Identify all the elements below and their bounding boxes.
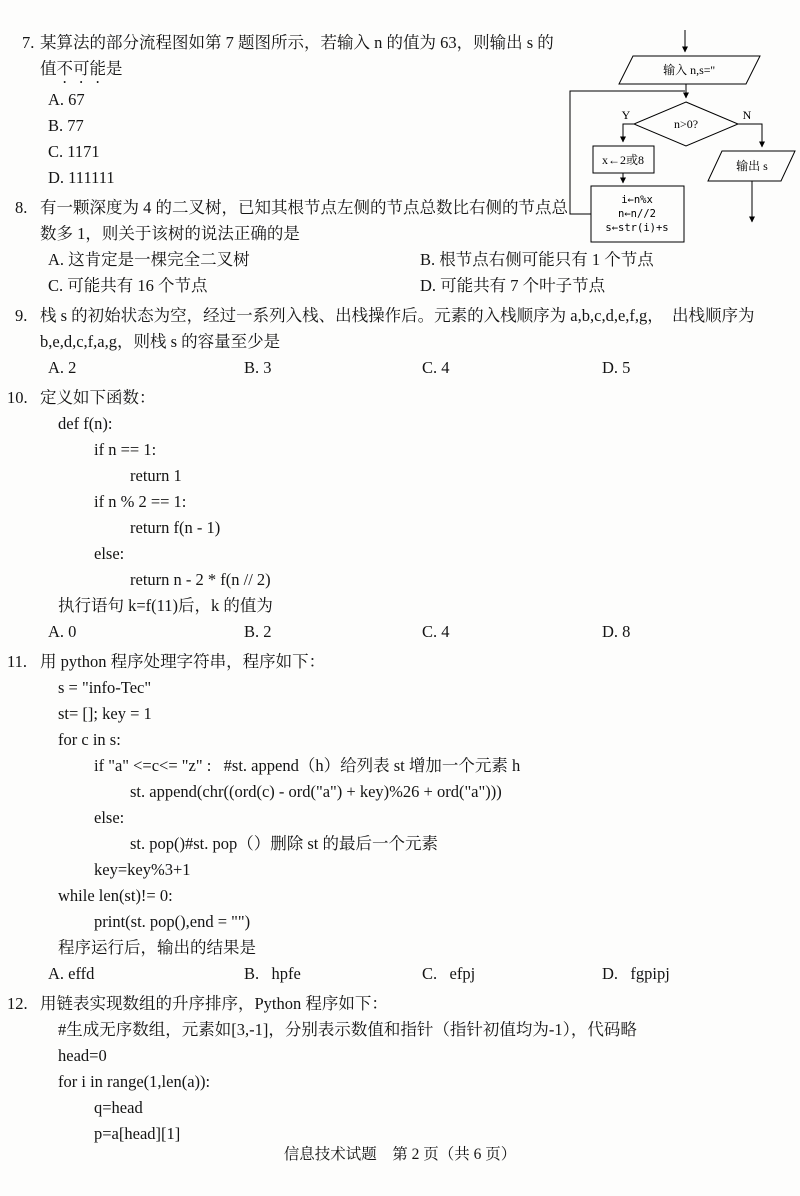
question-10-outro: 执行语句 k=f(11)后，k 的值为 [58,596,273,615]
q10-code-line: return n - 2 * f(n // 2) [130,570,271,589]
q11-code-line: key=key%3+1 [94,860,191,879]
flow-condition-label: n>0? [673,117,699,131]
q12-code-line: for i in range(1,len(a)): [58,1072,211,1091]
question-12-body [40,991,800,1147]
q10-option-a: A. 0 [48,622,77,641]
question-12-text: 用链表实现数组的升序排序，Python 程序如下： [40,994,388,1013]
question-9-options [40,355,800,381]
q9-option-a: A. 2 [48,358,77,377]
q7-option-b: B. 77 [48,116,84,135]
page-footer: 信息技术试题 第 2 页（共 6 页） [283,1146,517,1163]
question-11-text: 用 python 程序处理字符串，程序如下： [40,652,326,671]
q10-option-d: D. 8 [602,622,631,641]
q7-text-part2: 是 [106,59,123,78]
q11-option-a: A. effd [48,964,95,983]
q11-code-line: if "a" <=c<= "z" : #st. append（h）给列表 st 增加一个元素 h [94,756,521,775]
question-10-number: 10. [7,388,28,407]
question-7 [0,30,800,191]
q10-code-line: return 1 [130,466,182,485]
question-9 [0,303,800,381]
q10-code-line: else: [94,544,125,563]
question-11 [0,649,800,987]
question-11-number: 11. [7,652,28,671]
q8-option-b: B. 根节点右侧可能只有 1 个节点 [420,250,654,269]
q11-code-line: st. append(chr((ord(c) - ord("a") + key)%26 + ord("a"))) [130,782,502,801]
question-10-options [40,619,800,645]
q12-code-line: p=a[head][1] [94,1124,181,1143]
question-11-body [40,649,800,987]
q11-code-line: st. pop()#st. pop（）删除 st 的最后一个元素 [130,834,439,853]
q8-option-d: D. 可能共有 7 个叶子节点 [420,276,606,295]
q8-option-a: A. 这肯定是一棵完全二叉树 [48,250,250,269]
q12-code-line: #生成无序数组，元素如[3,-1]，分别表示数值和指针（指针初值均为-1），代码略 [58,1020,637,1039]
q11-option-d: D. fgpipj [602,964,670,983]
q7-text-part1: 某算法的部分流程图如第 7 题图所示，若输入 n 的值为 63，则输出 s 的值 [40,33,554,78]
q11-code-line: s = "info-Tec" [58,678,152,697]
question-8 [0,195,800,299]
question-9-body [40,303,800,381]
q12-code-line: q=head [94,1098,143,1117]
q10-option-b: B. 2 [244,622,272,641]
flow-output-label: 输出 s [736,159,768,173]
question-9-number: 9. [15,306,28,325]
q11-code-line: st= []; key = 1 [58,704,152,723]
q9-option-d: D. 5 [602,358,631,377]
q11-code-line: for c in s: [58,730,121,749]
question-8-text: 有一颗深度为 4 的二叉树，已知其根节点左侧的节点总数比右侧的节点总数多 1，则关于该树的说法正确的是 [40,198,568,243]
q9-option-c: C. 4 [422,358,450,377]
q8-option-c: C. 可能共有 16 个节点 [48,276,208,295]
question-12-number: 12. [7,994,28,1013]
q11-code-line: while len(st)!= 0: [58,886,173,905]
q7-option-c: C. 1171 [48,142,100,161]
flow-loop-line-1: i←n%x [621,194,653,206]
question-8-number: 8. [15,198,28,217]
question-7-text [40,30,568,87]
question-12 [0,991,800,1147]
question-10 [0,385,800,645]
q9-option-b: B. 3 [244,358,272,377]
question-10-text: 定义如下函数： [40,388,156,407]
q12-code-line: head=0 [58,1046,107,1065]
question-9-text: 栈 s 的初始状态为空，经过一系列入栈、出栈操作后。元素的入栈顺序为 a,b,c,d,e,f,g， 出栈顺序为 b,e,d,c,f,a,g，则栈 s 的容量至少是 [40,306,759,351]
question-11-outro: 程序运行后，输出的结果是 [58,938,256,957]
q11-option-b: B. hpfe [244,964,301,983]
flow-input-label: 输入 n,s='' [663,63,715,77]
q7-option-d: D. 111111 [48,168,115,187]
q10-code-line: if n % 2 == 1: [94,492,187,511]
q11-option-c: C. efpj [422,964,476,983]
q10-code-line: return f(n - 1) [130,518,221,537]
question-7-number: 7. [22,33,35,52]
question-10-body [40,385,800,645]
question-8-options [40,247,800,299]
q7-text-emphasized: 不可能 [56,59,106,78]
q10-code-line: def f(n): [58,414,113,433]
flow-loop-line-2: n←n//2 [618,208,656,220]
q11-code-line: else: [94,808,125,827]
question-7-body [40,30,800,191]
flow-no-label: N [742,108,752,122]
q11-code-line: print(st. pop(),end = "") [94,912,251,931]
question-7-options [40,87,800,191]
flow-loop-line-3: s←str(i)+s [605,222,669,234]
q10-code-line: if n == 1: [94,440,157,459]
q7-option-a: A. 67 [48,90,85,109]
flow-yes-label: Y [621,108,631,122]
flow-assign-label: x←2或8 [601,153,645,167]
q10-option-c: C. 4 [422,622,450,641]
question-11-options [40,961,800,987]
question-8-body [40,195,800,299]
